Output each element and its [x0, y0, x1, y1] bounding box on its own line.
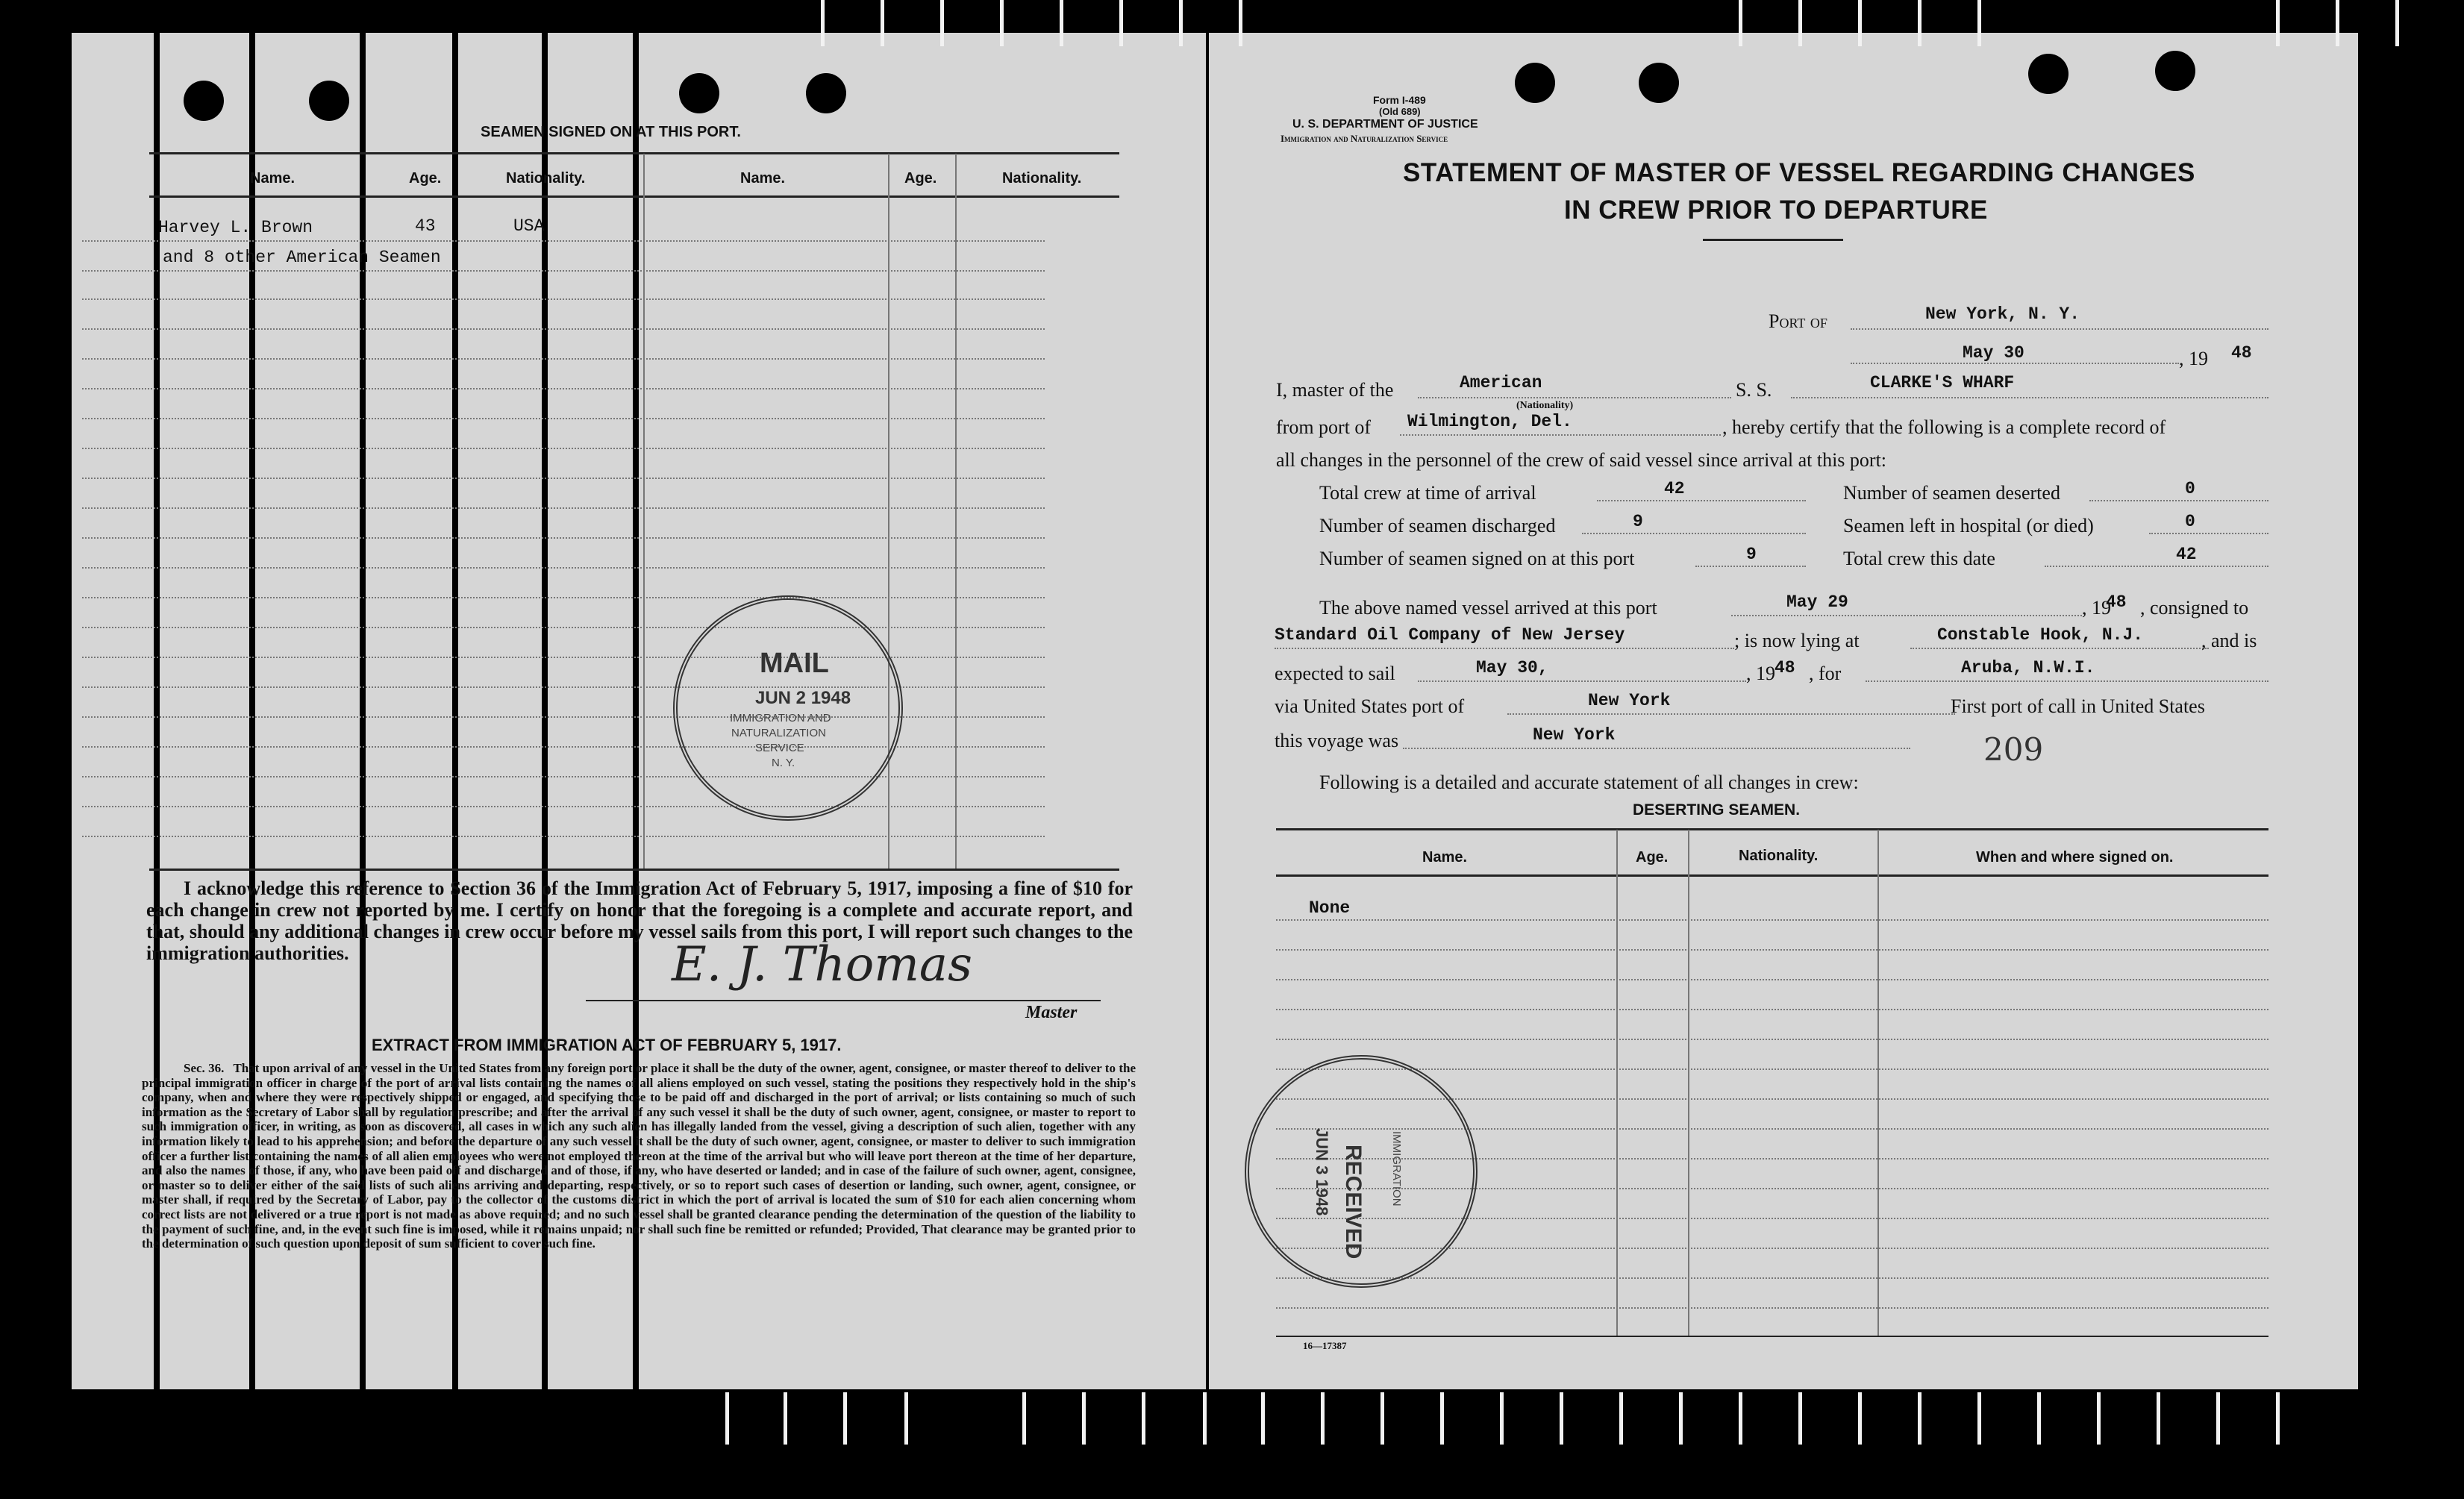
- punch-hole: [309, 81, 349, 121]
- punch-hole: [806, 73, 846, 113]
- ship-line: [1791, 397, 2268, 398]
- nationality-value: American: [1460, 373, 1542, 392]
- desert-bottom-rule: [1276, 1336, 2268, 1337]
- table-row-line: [82, 298, 1045, 300]
- for-label: , for: [1809, 663, 1842, 684]
- stamp-line: N. Y.: [772, 757, 795, 769]
- table-row-line: [82, 806, 1045, 807]
- punch-hole: [1639, 63, 1679, 103]
- table-row-line: [82, 388, 1045, 389]
- line2-tail: , hereby certify that the following is a complete record of: [1722, 416, 2166, 438]
- comb-tick: [1142, 1392, 1145, 1445]
- desert-none: None: [1309, 898, 1351, 918]
- date-line: [1851, 363, 2179, 364]
- col-divider: [955, 154, 957, 870]
- master-label: Master: [1025, 1003, 1078, 1022]
- comb-tick: [1119, 0, 1123, 46]
- comb-tick: [843, 1392, 847, 1445]
- comb-tick: [1321, 1392, 1325, 1445]
- comb-tick: [1500, 1392, 1504, 1445]
- signed-on-value: 9: [1746, 545, 1757, 564]
- stamp-line: IMMIGRATION: [1390, 1131, 1403, 1207]
- form-old-number: (Old 689): [1379, 106, 1421, 117]
- table-row-line: [82, 657, 1045, 658]
- desert-col-name: Name.: [1422, 849, 1468, 866]
- col-header-nationality: Nationality.: [506, 170, 586, 187]
- comb-tick: [2276, 1392, 2280, 1445]
- table-row-line: [82, 836, 1045, 837]
- sail-year: 48: [1774, 658, 1795, 677]
- nationality-line: [1418, 397, 1731, 398]
- desert-row-line: [1276, 1068, 2268, 1070]
- total-crew-date-label: Total crew this date: [1843, 548, 1995, 569]
- table-row-name: and 8 other American Seamen: [163, 248, 441, 267]
- handwritten-number: 209: [1983, 731, 2044, 768]
- comb-tick: [2037, 1392, 2041, 1445]
- nationality-caption: (Nationality): [1516, 400, 1574, 411]
- mail-stamp: [673, 595, 903, 821]
- discharged-value: 9: [1633, 512, 1643, 531]
- stamp-line: SERVICE: [755, 742, 804, 754]
- desert-top-rule: [1276, 828, 2268, 830]
- stamp-date: JUN 2 1948: [755, 688, 851, 708]
- hospital-label: Seamen left in hospital (or died): [1843, 515, 2094, 536]
- consignee-line: [1275, 648, 1734, 649]
- service-name: Immigration and Naturalization Service: [1281, 133, 1448, 144]
- comb-tick: [1261, 1392, 1265, 1445]
- total-crew-date-value: 42: [2176, 545, 2197, 564]
- table-row-age: 43: [415, 216, 436, 236]
- for-value: Aruba, N.W.I.: [1961, 658, 2095, 677]
- desert-col-divider: [1877, 830, 1879, 1337]
- table-row-line: [82, 328, 1045, 330]
- table-row-line: [82, 567, 1045, 569]
- consignee-value: Standard Oil Company of New Jersey: [1275, 625, 1625, 645]
- deserted-label: Number of seamen deserted: [1843, 482, 2060, 504]
- line1-lead: I, master of the: [1276, 379, 1394, 401]
- signature-line: [586, 1000, 1101, 1001]
- port-label: Port of: [1769, 310, 1827, 332]
- via-label: via United States port of: [1275, 695, 1465, 717]
- desert-row-line: [1276, 919, 2268, 921]
- comb-tick: [1739, 1392, 1742, 1445]
- desert-row-line: [1276, 949, 2268, 951]
- arrived-year: 48: [2106, 592, 2127, 612]
- lying-label: ; is now lying at: [1734, 630, 1860, 651]
- col-header-age: Age.: [409, 170, 442, 187]
- table-row-line: [82, 537, 1045, 539]
- comb-tick: [2395, 0, 2399, 46]
- comb-tick: [1560, 1392, 1563, 1445]
- table-row-line: [82, 597, 1045, 598]
- table-row-line: [82, 418, 1045, 419]
- table-header-rule: [149, 195, 1119, 198]
- deserted-value: 0: [2185, 479, 2195, 498]
- comb-tick: [940, 0, 944, 46]
- deserting-seamen-header: DESERTING SEAMEN.: [1633, 801, 1801, 819]
- desert-row-line: [1276, 1307, 2268, 1309]
- year-prefix: , 19: [2179, 348, 2208, 369]
- form-number: Form I-489: [1373, 94, 1426, 106]
- port-line: [1851, 328, 2268, 330]
- footer-code: 16—17387: [1303, 1340, 1347, 1351]
- comb-tick: [1918, 1392, 1922, 1445]
- line3: all changes in the personnel of the crew of said vessel since arrival at this port:: [1276, 449, 1887, 471]
- sail-line: [1418, 680, 1746, 682]
- table-row-line: [82, 776, 1045, 777]
- master-signature: E. J. Thomas: [672, 937, 972, 992]
- extract-body: [142, 1061, 1136, 1251]
- comb-tick: [881, 0, 884, 46]
- total-crew-arrival-label: Total crew at time of arrival: [1319, 482, 1536, 504]
- col-header-name: Name.: [250, 170, 296, 187]
- year-value: 48: [2231, 343, 2252, 363]
- stamp-date: JUN 3 1948: [1313, 1128, 1331, 1216]
- table-row-name: Harvey L. Brown: [158, 218, 313, 237]
- scan-bar: [2358, 110, 2364, 1491]
- comb-tick: [2097, 1392, 2101, 1445]
- comb-tick: [1179, 0, 1183, 46]
- table-bottom-rule: [149, 869, 1119, 871]
- arrived-line: [1731, 615, 2082, 616]
- comb-tick: [2157, 1392, 2160, 1445]
- arrived-year-prefix: , 19: [2082, 597, 2111, 619]
- total-crew-arrival-value: 42: [1664, 479, 1685, 498]
- comb-tick: [1798, 0, 1802, 46]
- comb-tick: [904, 1392, 908, 1445]
- comb-tick: [1858, 0, 1862, 46]
- desert-header-rule: [1276, 874, 2268, 877]
- signed-on-label: Number of seamen signed on at this port: [1319, 548, 1635, 569]
- desert-row-line: [1276, 1009, 2268, 1010]
- expected-label: expected to sail: [1275, 663, 1395, 684]
- comb-tick: [1977, 1392, 1981, 1445]
- table-top-rule: [149, 152, 1119, 154]
- table-row-line: [82, 507, 1045, 509]
- hospital-value: 0: [2185, 512, 2195, 531]
- comb-tick: [1977, 0, 1981, 46]
- desert-col-divider: [1616, 830, 1618, 1337]
- stamp-top-text: MAIL: [760, 648, 829, 679]
- punch-hole: [2155, 51, 2195, 91]
- stat-line: [2149, 533, 2268, 534]
- table-row-line: [82, 746, 1045, 748]
- desert-row-line: [1276, 1277, 2268, 1279]
- line2-lead: from port of: [1276, 416, 1372, 438]
- voyage-label: this voyage was: [1275, 730, 1399, 751]
- comb-tick: [1918, 0, 1922, 46]
- col-header-nationality-2: Nationality.: [1002, 170, 1082, 187]
- extract-paragraph: That upon arrival of any vessel in the United States from any foreign port or place it shall be the duty of the owner, agent, consignee, or master thereof to deliver to the principal immigration officer in charge of the port of arrival lists containing the names of all aliens employed on such vessel, stating the positions they respectively hold in the ship's company, when and where they were respectively shipped or engaged, and specifying those to be paid off and discharged in the port of arrival; or lists containing so much of such information as the Secretary of Labor shall by regulation prescribe; and after the arrival of any such vessel it shall be the duty of such owner, agent, consignee, or master to report to such immigration officer, in writing, as soon as discovered, all cases in which any such alien has illegally landed from the vessel, giving a description of such alien, together with any information likely to lead to his apprehension; and before the departure of any such vessel it shall be the duty of such owner, agent, consignee, or master to deliver to such immigration officer a further list containing the names of all alien employees who were not employed thereon at the time of the arrival but who will leave port thereon at the time of her departure, and also the names of those, if any, who have been paid off and discharged and of those, if any, who have deserted or landed; and in case of the failure of such owner, agent, consignee, or master so to deliver either of the said lists of such aliens arriving and departing, respectively, or so to report such cases of desertion or landing, such owner, agent, consignee, or master shall, if required by the Secretary of Labor, pay to the collector of the customs district in which the port of arrival is located the sum of $10 for each alien concerning whom correct lists are not delivered or a true report is not made as above required; and no such vessel shall be granted clearance pending the determination of the question of the liability to the payment of such fine, and, in the event such fine is imposed, while it remains unpaid; nor shall such fine be remitted or refunded; Provided, That clearance may be granted prior to the determination of such question upon deposit of sum sufficient to cover such fine.: [142, 1061, 1136, 1251]
- table-row-line: [82, 478, 1045, 479]
- arrived-label: The above named vessel arrived at this port: [1319, 597, 1657, 619]
- stat-line: [1695, 566, 1806, 567]
- comb-tick: [1082, 1392, 1086, 1445]
- punch-hole: [679, 73, 719, 113]
- punch-hole: [2028, 54, 2069, 94]
- comb-tick: [1022, 1392, 1026, 1445]
- via-line: [1507, 713, 1955, 715]
- stat-line: [2089, 500, 2268, 501]
- following-text: Following is a detailed and accurate statement of all changes in crew:: [1319, 772, 1859, 793]
- via-value: New York: [1588, 691, 1671, 710]
- comb-tick: [1380, 1392, 1384, 1445]
- table-row-line: [82, 240, 1045, 242]
- first-port-label: First port of call in United States: [1951, 695, 2205, 717]
- table-row-line: [82, 448, 1045, 449]
- comb-tick: [784, 1392, 787, 1445]
- desert-col-signed-on: When and where signed on.: [1976, 849, 2174, 866]
- table-row-nationality: USA: [513, 216, 545, 236]
- ss-label: S. S.: [1736, 379, 1772, 401]
- desert-row-line: [1276, 1039, 2268, 1040]
- comb-tick: [1739, 0, 1742, 46]
- stat-line: [1582, 533, 1806, 534]
- comb-tick: [725, 1392, 729, 1445]
- comb-tick: [1619, 1392, 1623, 1445]
- lying-value: Constable Hook, N.J.: [1937, 625, 2144, 645]
- sail-year-prefix: , 19: [1746, 663, 1775, 684]
- desert-col-divider: [1688, 830, 1689, 1337]
- stat-line: [2045, 566, 2268, 567]
- title-underline: [1703, 239, 1843, 241]
- table-row-line: [82, 627, 1045, 628]
- comb-tick: [2216, 1392, 2220, 1445]
- punch-hole: [184, 81, 224, 121]
- desert-col-nationality: Nationality.: [1739, 848, 1819, 864]
- sail-value: May 30,: [1476, 658, 1548, 677]
- ship-value: CLARKE'S WHARF: [1870, 373, 2015, 392]
- punch-hole: [1515, 63, 1555, 103]
- comb-tick: [1798, 1392, 1802, 1445]
- port-value: New York, N. Y.: [1925, 304, 2080, 324]
- col-header-name-2: Name.: [740, 170, 786, 187]
- voyage-line: [1403, 748, 1910, 749]
- sec-label: Sec. 36.: [184, 1061, 225, 1075]
- comb-tick: [2336, 0, 2339, 46]
- comb-tick: [2276, 0, 2280, 46]
- desert-row-line: [1276, 979, 2268, 980]
- col-header-age-2: Age.: [904, 170, 937, 187]
- consigned-label: , consigned to: [2140, 597, 2249, 619]
- comb-tick: [1239, 0, 1242, 46]
- comb-tick: [1440, 1392, 1444, 1445]
- and-is: , and is: [2201, 630, 2257, 651]
- lying-line: [1910, 648, 2209, 649]
- table-row-line: [82, 358, 1045, 360]
- for-line: [1866, 680, 2268, 682]
- comb-tick: [1000, 0, 1004, 46]
- form-title-line1: STATEMENT OF MASTER OF VESSEL REGARDING CHANGES: [1403, 158, 2195, 187]
- received-stamp: [1245, 1055, 1478, 1288]
- comb-tick: [1203, 1392, 1207, 1445]
- stamp-top-text: RECEIVED: [1341, 1145, 1366, 1259]
- desert-col-age: Age.: [1636, 849, 1669, 866]
- form-title-line2: IN CREW PRIOR TO DEPARTURE: [1564, 195, 1988, 225]
- from-port-line: [1400, 434, 1721, 436]
- stamp-line: IMMIGRATION AND: [730, 712, 831, 725]
- extract-text: [142, 1061, 1136, 1251]
- acknowledgment-text: I acknowledge this reference to Section 36 of the Immigration Act of February 5, 1917, imposing a fine of $10 for each change in crew not reported by me. I certify on honor that the foregoing is a complete and accurate report, and that, should any additional changes in crew occur before my vessel sails from this port, I will report such changes to the immigration authorities.: [146, 877, 1133, 964]
- comb-tick: [1858, 1392, 1862, 1445]
- discharged-label: Number of seamen discharged: [1319, 515, 1556, 536]
- department-name: U. S. DEPARTMENT OF JUSTICE: [1292, 118, 1478, 131]
- seamen-signed-on-header: SEAMEN SIGNED ON AT THIS PORT.: [481, 124, 741, 140]
- stamp-line: NATURALIZATION: [731, 727, 826, 739]
- arrived-value: May 29: [1786, 592, 1848, 612]
- comb-tick: [821, 0, 825, 46]
- date-value: May 30: [1963, 343, 2024, 363]
- stat-line: [1597, 500, 1806, 501]
- table-row-line: [82, 270, 1045, 272]
- comb-tick: [1060, 0, 1063, 46]
- col-divider: [643, 154, 645, 870]
- from-port-value: Wilmington, Del.: [1407, 412, 1572, 431]
- voyage-value: New York: [1533, 725, 1616, 745]
- extract-title: EXTRACT FROM IMMIGRATION ACT OF FEBRUARY 5, 1917.: [372, 1036, 842, 1054]
- comb-tick: [1679, 1392, 1683, 1445]
